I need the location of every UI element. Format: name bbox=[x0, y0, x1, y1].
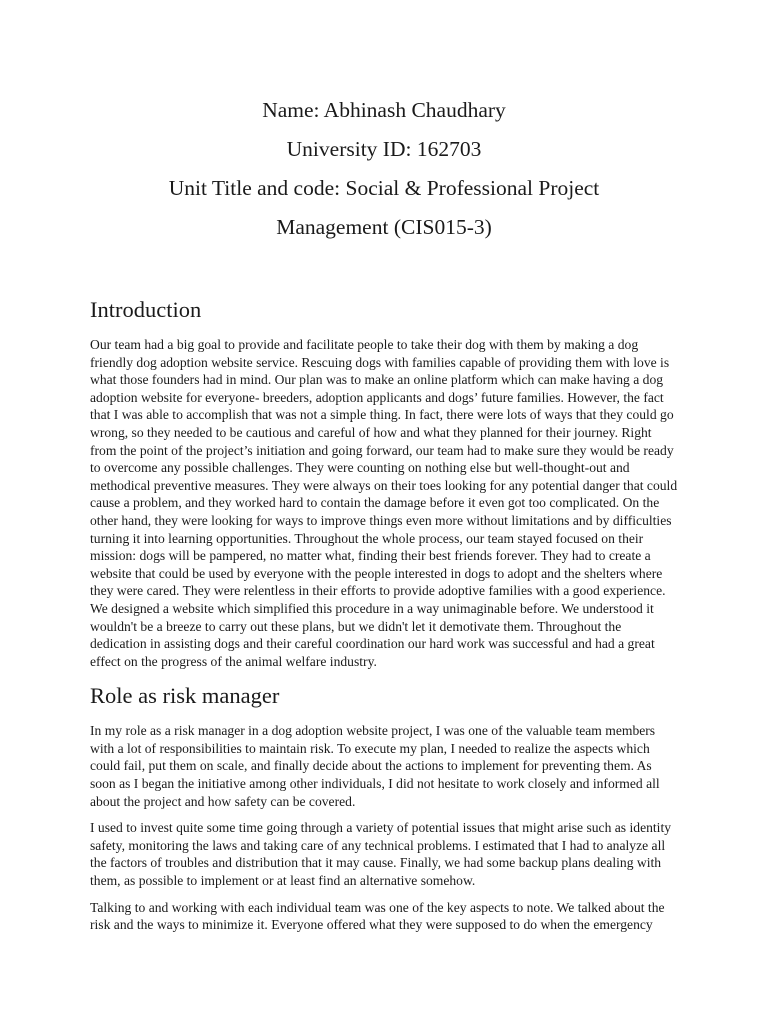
risk-manager-paragraph-2: I used to invest quite some time going through a variety of potential issues that might arise such as identity safety, monitoring the laws and taking care of any technical problems. I estimated that I had to analyze all the factors of troubles and distribution that it may cause. Finally, we had some backup plans dealing with them, as possible to implement or at least find an alternative somehow. bbox=[90, 820, 672, 889]
risk-manager-paragraph-3: Talking to and working with each individual team was one of the key aspects to note. We talked about the risk and the ways to minimize it. Everyone offered what they were supposed to do when the emergency bbox=[90, 899, 665, 933]
unit-title-line-1: Unit Title and code: Social & Professional Project bbox=[168, 176, 600, 200]
unit-title-line-2: Management (CIS015-3) bbox=[276, 215, 492, 239]
student-name: Name: Abhinash Chaudhary bbox=[262, 98, 506, 122]
introduction-paragraph: Our team had a big goal to provide and facilitate people to take their dog with them by making a dog friendly dog adoption website service. Rescuing dogs with families capable of providing them with love is what those founders had in mind. Our plan was to make an online platform which can make having a dog adoption website for everyone- breeders, adoption applicants and dogs’ future families. However, the fact that I was able to accomplish that was not a simple thing. In fact, there were lots of ways that they could go wrong, so they needed to be cautious and careful of how and what they planned for their journey. Right from the point of the project’s initiation and going forward, our team had to make sure they would be ready to overcome any possible challenges. They were counting on nothing else but well-thought-out and methodical preventive measures. They were always on their toes looking for any potential danger that could cause a problem, and they worked hard to contain the damage before it even got too complicated. On the other hand, they were looking for ways to improve things even more without limitations and by difficulties turning it into learning opportunities. Throughout the whole process, our team stayed focused on their mission: dogs will be pampered, no matter what, finding their best friends forever. They had to create a website that could be used by everyone with the people interested in dogs to adopt and the shelters where they were cared. They were relentless in their efforts to provide adoptive families with a good experience. We designed a website which simplified this procedure in a way unimaginable before. We understood it wouldn't be a breeze to carry out these plans, but we didn't let it demotivate them. Throughout the dedication in assisting dogs and their careful coordination our hard work was successful and had a great effect on the progress of the animal welfare industry. bbox=[90, 337, 678, 669]
introduction-heading: Introduction bbox=[90, 297, 202, 322]
risk-manager-paragraph-1: In my role as a risk manager in a dog adoption website project, I was one of the valuable team members with a lot of responsibilities to maintain risk. To execute my plan, I needed to realize the aspects which could fail, put them on scale, and finally decide about the actions to implement for preventing them. As soon as I began the initiative among other individuals, I did not hesitate to work closely and informed all about the project and how safety can be covered. bbox=[90, 723, 660, 809]
university-id: University ID: 162703 bbox=[286, 137, 482, 161]
title-block bbox=[90, 0, 678, 247]
risk-manager-heading: Role as risk manager bbox=[90, 683, 280, 709]
